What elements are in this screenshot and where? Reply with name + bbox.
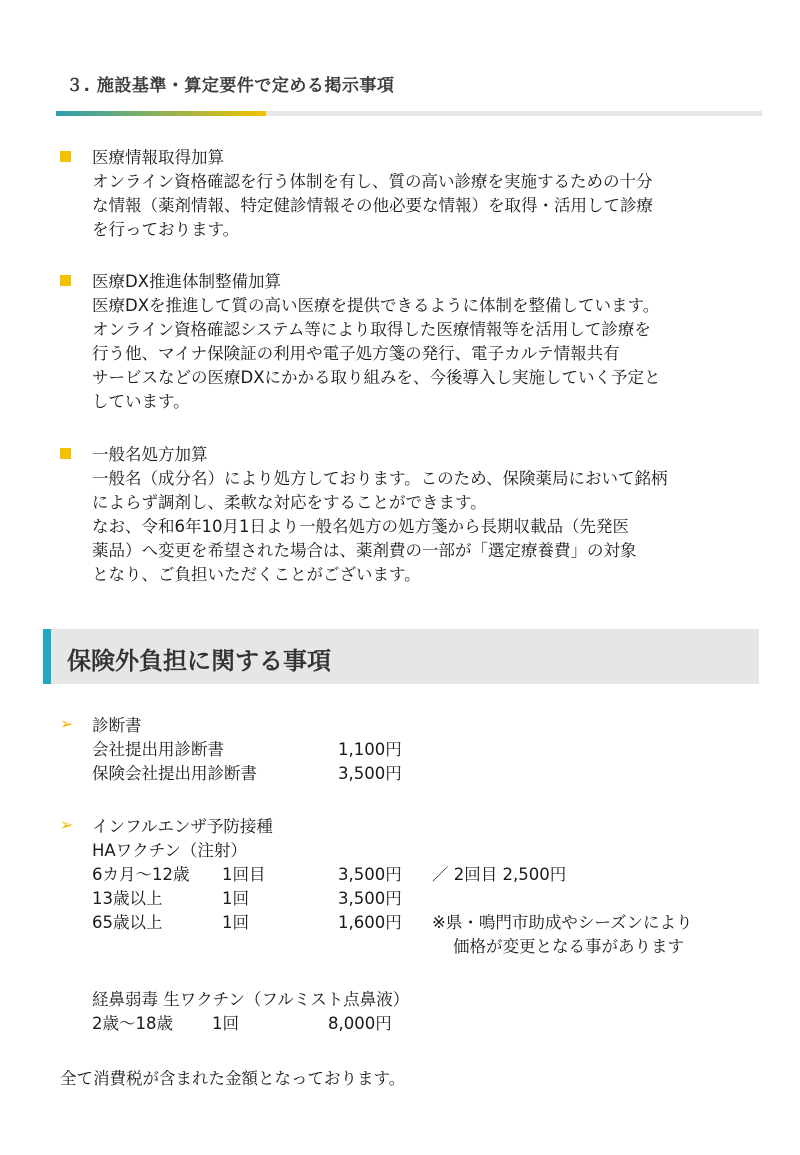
fee-price: 8,000円	[328, 1014, 392, 1033]
fee-group-title: 診断書	[92, 716, 142, 735]
fee-row	[60, 887, 760, 911]
item-text: を行っております。	[92, 220, 240, 239]
item-text: オンライン資格確認を行う体制を有し、質の高い診療を実施するための十分	[92, 172, 653, 191]
list-item	[60, 443, 760, 587]
fee-group-diagnosis	[60, 714, 760, 786]
heading-divider	[56, 111, 762, 116]
item-text: な情報（薬剤情報、特定健診情報その他必要な情報）を取得・活用して診療	[92, 196, 653, 215]
fee-note: 価格が変更となる事があります	[453, 937, 684, 956]
fee-dose: 1回目	[222, 865, 266, 884]
item-text: 行う他、マイナ保険証の利用や電子処方箋の発行、電子カルテ情報共有	[92, 344, 620, 363]
fee-dose: 1回	[212, 1014, 239, 1033]
fee-note-row	[60, 935, 760, 959]
fee-label: 会社提出用診断書	[92, 740, 224, 759]
fee-age: 6カ月～12歳	[92, 865, 190, 884]
section-heading: ３. 施設基準・算定要件で定める掲示事項	[66, 76, 395, 96]
item-text: しています。	[92, 392, 190, 411]
vaccine-subtitle: HAワクチン（注射）	[92, 841, 247, 860]
fee-group-title: インフルエンザ予防接種	[92, 817, 273, 836]
fee-note: ／ 2回目 2,500円	[432, 865, 567, 884]
fee-group-nasal	[60, 988, 760, 1036]
section-title: 保険外負担に関する事項	[67, 647, 331, 675]
fee-dose: 1回	[222, 913, 249, 932]
item-title: 医療情報取得加算	[92, 148, 224, 167]
item-text: によらず調剤し、柔軟な対応をすることができます。	[92, 493, 487, 512]
arrow-bullet-icon: ➢	[60, 815, 74, 834]
banner-accent-bar	[43, 629, 51, 684]
bullet-square-icon	[60, 275, 71, 286]
bullet-square-icon	[60, 151, 71, 162]
list-item	[60, 146, 760, 242]
item-text: 一般名（成分名）により処方しております。このため、保険薬局において銘柄	[92, 469, 668, 488]
fee-group-flu	[60, 815, 760, 959]
fee-row	[60, 1012, 760, 1036]
fee-price: 3,500円	[338, 865, 402, 884]
fee-age: 13歳以上	[92, 889, 163, 908]
item-text: オンライン資格確認システム等により取得した医療情報等を活用して診療を	[92, 320, 651, 339]
fee-price: 1,600円	[338, 913, 402, 932]
item-title: 医療DX推進体制整備加算	[92, 272, 282, 291]
fee-price: 3,500円	[338, 764, 402, 783]
item-title: 一般名処方加算	[92, 445, 208, 464]
fee-label: 保険会社提出用診断書	[92, 764, 257, 783]
fee-price: 1,100円	[338, 740, 402, 759]
fee-row	[60, 762, 760, 786]
item-text: サービスなどの医療DXにかかる取り組みを、今後導入し実施していく予定と	[92, 368, 661, 387]
fee-row	[60, 911, 760, 935]
item-text: なお、令和6年10月1日より一般名処方の処方箋から長期収載品（先発医	[92, 517, 629, 536]
fee-dose: 1回	[222, 889, 249, 908]
arrow-bullet-icon: ➢	[60, 714, 74, 733]
fee-note: ※県・鳴門市助成やシーズンにより	[432, 913, 693, 932]
fee-row	[60, 738, 760, 762]
item-text: 医療DXを推進して質の高い医療を提供できるように体制を整備しています。	[92, 296, 660, 315]
list-item	[60, 270, 760, 414]
item-text: となり、ご負担いただくことがございます。	[92, 565, 421, 584]
bullet-square-icon	[60, 448, 71, 459]
vaccine-subtitle: 経鼻弱毒 生ワクチン（フルミスト点鼻液）	[92, 990, 410, 1009]
fee-row	[60, 863, 760, 887]
fee-price: 3,500円	[338, 889, 402, 908]
fee-age: 65歳以上	[92, 913, 163, 932]
fee-age: 2歳～18歳	[92, 1014, 173, 1033]
divider-accent	[56, 111, 266, 116]
tax-note: 全て消費税が含まれた金額となっております。	[60, 1069, 406, 1088]
item-text: 薬品）へ変更を希望された場合は、薬剤費の一部が「選定療養費」の対象	[92, 541, 637, 560]
section-banner	[43, 629, 759, 684]
